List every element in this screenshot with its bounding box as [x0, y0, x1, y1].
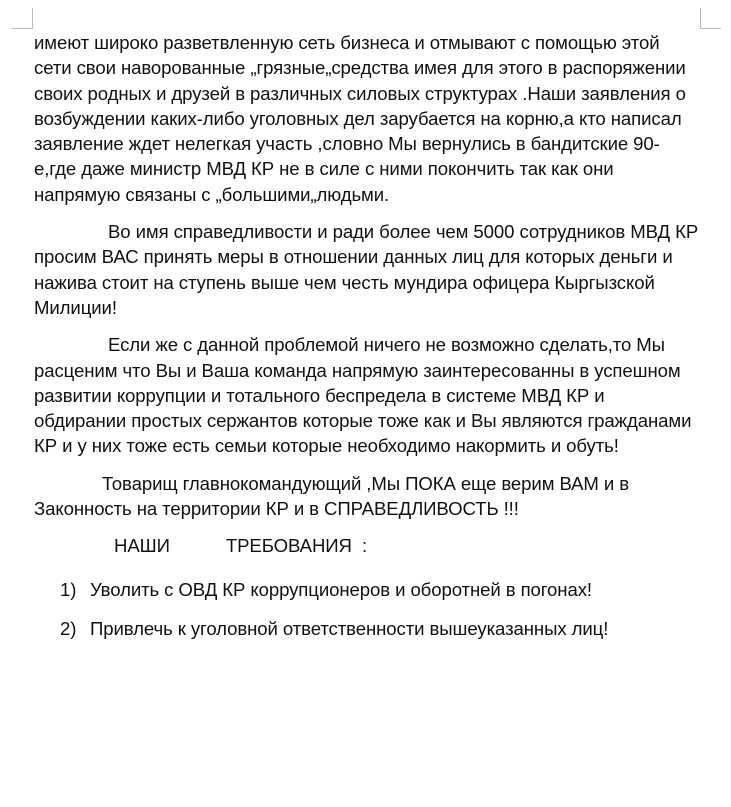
paragraph-1: имеют широко разветвленную сеть бизнеса и отмывают с помощью этой сети свои наворованные „грязные„средства имея для этого в распоряжении своих родных и друзей в различных силовых структурах .Наши заявления о возбуждении каких-либо уголовных дел зарубается на корню,а кто написал заявление ждет нелегкая участь ,словно Мы вернулись в бандитские 90-е,где даже министр МВД КР не в силе с ними покончить так как они напрямую связаны с „большими„людьми.: [34, 32, 686, 205]
margin-corner-mark-top-right: [700, 8, 721, 29]
demand-item-1: [60, 577, 700, 602]
margin-corner-mark-top-left: [12, 8, 33, 29]
paragraph-3: Если же с данной проблемой ничего не возможно сделать,то Мы расценим что Вы и Ваша команда напрямую заинтересованны в успешном развитии коррупции и тотального беспредела в системе МВД КР и обдирании простых сержантов которые тоже как и Вы являются гражданами КР и у них тоже есть семьи которые необходимо накормить и обуть!: [34, 334, 692, 457]
paragraph-2: Во имя справедливости и ради более чем 5000 сотрудников МВД КР просим ВАС принять меры в отношении данных лиц для которых деньги и нажива стоит на ступень выше чем честь мундира офицера Кыргызской Милиции!: [34, 221, 699, 318]
demand-item-2: [60, 616, 700, 641]
demands-list: [34, 577, 700, 642]
demand-number-2: 2): [60, 617, 77, 639]
demand-text-1: Уволить с ОВД КР коррупционеров и оборотней в погонах!: [90, 578, 592, 600]
demand-number-1: 1): [60, 578, 77, 600]
heading-word-1: НАШИ: [114, 535, 170, 557]
demands-heading: [114, 533, 700, 558]
paragraph-4: Товарищ главнокомандующий ,Мы ПОКА еще верим ВАМ и в Законность на территории КР и в СПРАВЕДЛИВОСТЬ !!!: [34, 472, 630, 520]
demand-text-2: Привлечь к уголовной ответственности вышеуказанных лиц!: [90, 617, 609, 639]
heading-word-2: ТРЕБОВАНИЯ :: [225, 535, 368, 557]
document-body: [34, 30, 700, 655]
